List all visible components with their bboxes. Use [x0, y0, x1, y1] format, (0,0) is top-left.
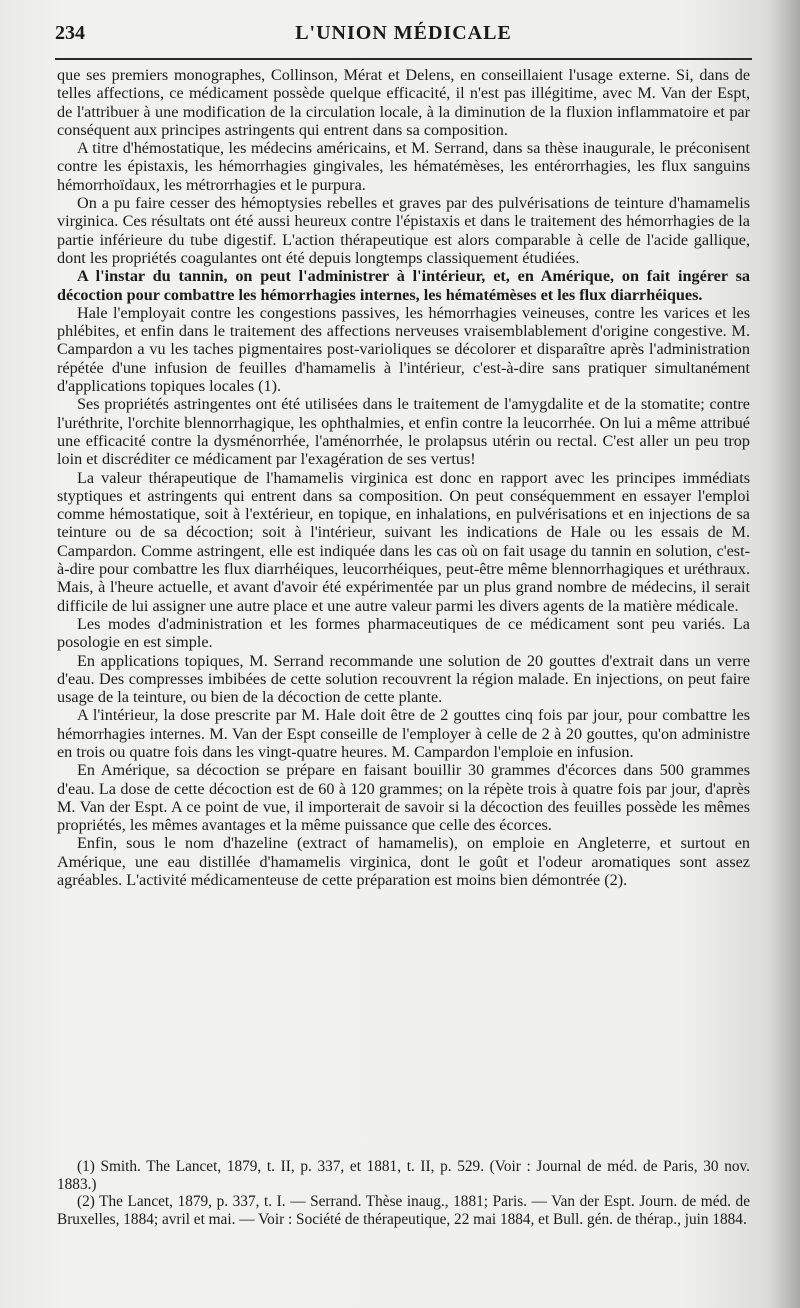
paragraph: La valeur thérapeutique de l'hamamelis virginica est donc en rapport avec les principes immédiats styptiques et astringents qui entrent dans sa composition. On peut conséquemment en essayer l'emploi comme hémostatique, soit à l'extérieur, en topique, en inhalations, en pulvérisations et en injections de sa teinture ou de sa décoction; soit à l'intérieur, suivant les indications de Hale ou les essais de M. Campardon. Comme astringent, elle est indiquée dans les cas où on fait usage du tannin en solution, c'est-à-dire pour combattre les flux diarrhéiques, leucorrhéiques, peut-être même blennorrhagiques et uréthraux. Mais, à l'heure actuelle, et avant d'avoir été expérimentée par un plus grand nombre de médecins, il serait difficile de lui assigner une autre place et une autre valeur parmi les divers agents de la matière médicale. [57, 468, 750, 615]
paragraph: A l'instar du tannin, on peut l'administrer à l'intérieur, et, en Amérique, on fait ingérer sa décoction pour combattre les hémorrhagies internes, les hématémèses et les flux diarrhéiques. [57, 267, 750, 304]
footnote: (1) Smith. The Lancet, 1879, t. II, p. 337, et 1881, t. II, p. 529. (Voir : Journal de méd. de Paris, 30 nov. 1883.) [57, 1158, 750, 1193]
paragraph: Enfin, sous le nom d'hazeline (extract of hamamelis), on emploie en Angleterre, et surtout en Amérique, une eau distillée d'hamamelis virginica, dont le goût et l'odeur aromatiques sont assez agréables. L'activité médicamenteuse de cette préparation est moins bien démontrée (2). [57, 834, 750, 890]
page-header [55, 20, 752, 50]
header-rule [55, 58, 752, 60]
body-text [57, 66, 750, 889]
paragraph: A titre d'hémostatique, les médecins américains, et M. Serrand, dans sa thèse inaugurale, le préconisent contre les épistaxis, les hémorrhagies gingivales, les hématémèses, les entérorrhagies, les flux sanguins hémorrhoïdaux, les métrorrhagies et le purpura. [57, 139, 750, 194]
paragraph: que ses premiers monographes, Collinson, Mérat et Delens, en conseillaient l'usage externe. Si, dans de telles affections, ce médicament possède quelque efficacité, il n'est pas illégitime, avec M. Van der Espt, de l'attribuer à une modification de la circulation locale, à la diminution de la fluxion inflammatoire et par conséquent aux principes astringents qui entrent dans sa composition. [57, 66, 750, 139]
footnote: (2) The Lancet, 1879, p. 337, t. I. — Serrand. Thèse inaug., 1881; Paris. — Van der Espt. Journ. de méd. de Bruxelles, 1884; avril et mai. — Voir : Société de thérapeutique, 22 mai 1884, et Bull. gén. de thérap., juin 1884. [57, 1193, 750, 1228]
paragraph: En Amérique, sa décoction se prépare en faisant bouillir 30 grammes d'écorces dans 500 grammes d'eau. La dose de cette décoction est de 60 à 120 grammes; on la répète trois à quatre fois par jour, d'après M. Van der Espt. A ce point de vue, il importerait de savoir si la décoction des feuilles possède les mêmes propriétés, les mêmes avantages et la même puissance que celle des écorces. [57, 761, 750, 835]
paragraph: On a pu faire cesser des hémoptysies rebelles et graves par des pulvérisations de teinture d'hamamelis virginica. Ces résultats ont été aussi heureux contre l'épistaxis et dans le traitement des hémorrhagies de la partie inférieure du tube digestif. L'action thérapeutique est alors comparable à celle de l'acide gallique, dont les propriétés coagulantes ont été depuis longtemps classiquement étudiées. [57, 194, 750, 267]
paragraph: Hale l'employait contre les congestions passives, les hémorrhagies veineuses, contre les varices et les phlébites, et enfin dans le traitement des affections nerveuses vraisemblablement d'origine congestive. M. Campardon a vu les taches pigmentaires post-varioliques se décolorer et disparaître après l'administration répétée d'une infusion de feuilles d'hamamelis à l'intérieur, c'est-à-dire sans pratiquer simultanément d'applications topiques locales (1). [57, 303, 750, 396]
paragraph: A l'intérieur, la dose prescrite par M. Hale doit être de 2 gouttes cinq fois par jour, pour combattre les hémorrhagies internes. M. Van der Espt conseille de l'employer à celle de 2 à 20 gouttes, qu'on administre en trois ou quatre fois dans les vingt-quatre heures. M. Campardon l'emploie en infusion. [57, 706, 750, 761]
paragraph: En applications topiques, M. Serrand recommande une solution de 20 gouttes d'extrait dans un verre d'eau. Des compresses imbibées de cette solution recouvrent la région malade. En injections, on peut faire usage de la teinture, ou bien de la décoction de cette plante. [57, 651, 750, 707]
running-title: L'UNION MÉDICALE [295, 22, 512, 44]
page-number: 234 [55, 22, 85, 44]
paragraph: Ses propriétés astringentes ont été utilisées dans le traitement de l'amygdalite et de la stomatite; contre l'uréthrite, l'orchite blennorrhagique, les ophthalmies, et enfin contre la leucorrhée. On lui a même attribué une efficacité contre la dysménorrhée, l'aménorrhée, le prolapsus utérin ou rectal. C'est aller un peu trop loin et discréditer ce médicament par l'exagération de ses vertus! [57, 395, 750, 469]
paragraph: Les modes d'administration et les formes pharmaceutiques de ce médicament sont peu variés. La posologie en est simple. [57, 614, 750, 652]
footnotes [57, 1158, 750, 1228]
